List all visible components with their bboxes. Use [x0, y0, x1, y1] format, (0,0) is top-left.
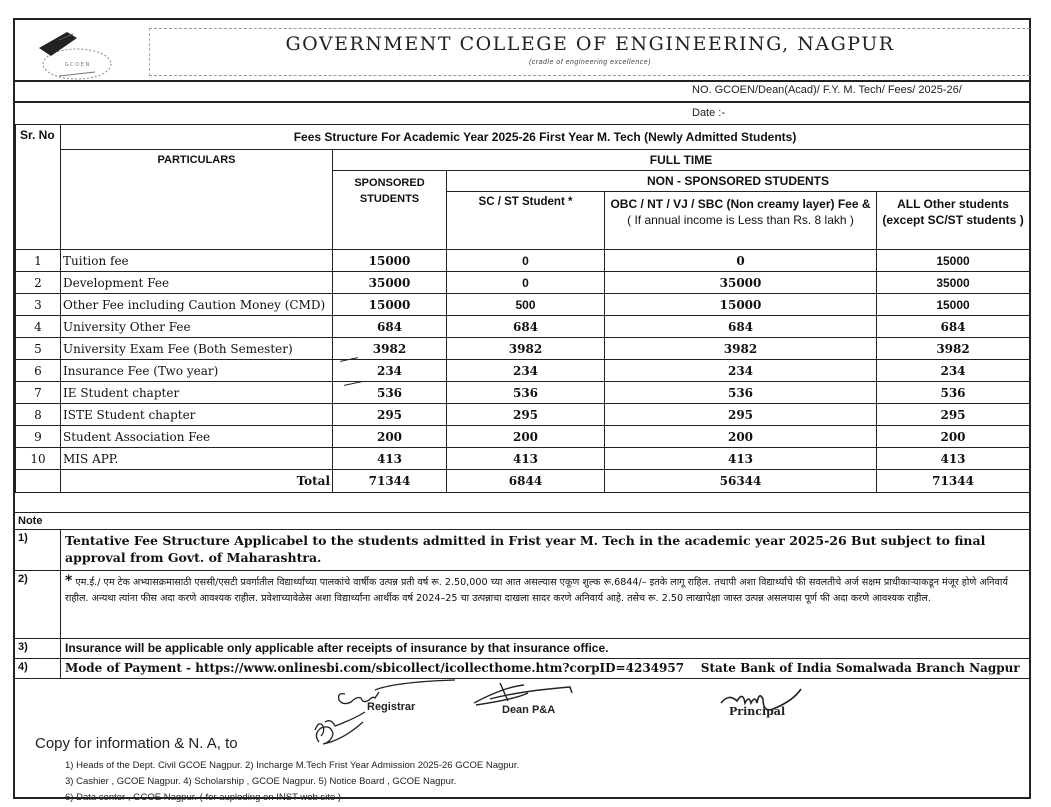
all-other-fee-cell: 35000 [877, 272, 1030, 294]
scst-fee-cell: 0 [447, 250, 605, 272]
obc-fee-cell: 0 [605, 250, 877, 272]
note-item [15, 571, 1029, 639]
note-text: Insurance will be applicable only applicable after receipts of insurance by that insurance office. [60, 639, 1029, 658]
fee-row [16, 360, 1030, 382]
sr-no-cell: 10 [16, 448, 61, 470]
total-obc: 56344 [605, 470, 877, 493]
fee-row [16, 338, 1030, 360]
fee-row [16, 250, 1030, 272]
fee-row [16, 448, 1030, 470]
sponsored-fee-cell: 234 [333, 360, 447, 382]
obc-header [605, 192, 877, 250]
total-sr-cell [16, 470, 61, 493]
payment-link[interactable]: https://www.onlinesbi.com/sbicollect/icollecthome.htm?corpID=4234957 [195, 661, 685, 675]
obc-fee-cell: 15000 [605, 294, 877, 316]
particulars-header: PARTICULARS [61, 150, 333, 250]
sr-no-cell: 2 [16, 272, 61, 294]
copy-to-line: 3) Cashier , GCOE Nagpur. 4) Scholarship , GCOE Nagpur. 5) Notice Board , GCOE Nagpur. [65, 776, 457, 787]
sponsored-fee-cell: 413 [333, 448, 447, 470]
sr-no-cell: 5 [16, 338, 61, 360]
note-text-marathi [60, 571, 1029, 638]
date-label: Date :- [692, 107, 726, 119]
scst-fee-cell: 413 [447, 448, 605, 470]
copy-to-line: 6) Data center , GCOE Nagpur. ( for auploding on INST web site ) [65, 792, 341, 803]
obc-fee-cell: 234 [605, 360, 877, 382]
obc-fee-cell: 413 [605, 448, 877, 470]
table-title: Fees Structure For Academic Year 2025-26 First Year M. Tech (Newly Admitted Students) [61, 125, 1030, 150]
particular-cell: University Other Fee [61, 316, 333, 338]
obc-fee-cell: 536 [605, 382, 877, 404]
dean-label: Dean P&A [502, 704, 556, 716]
sr-no-header: Sr. No [16, 125, 61, 250]
sponsored-fee-cell: 200 [333, 426, 447, 448]
scst-fee-cell: 0 [447, 272, 605, 294]
fee-row [16, 316, 1030, 338]
all-other-fee-cell: 413 [877, 448, 1030, 470]
college-logo-icon [29, 26, 119, 86]
scst-header: SC / ST Student * [447, 192, 605, 250]
all-other-fee-cell: 200 [877, 426, 1030, 448]
obc-header-line2: ( If annual income is Less than Rs. 8 lakh ) [627, 213, 854, 227]
obc-fee-cell: 3982 [605, 338, 877, 360]
sr-no-cell: 4 [16, 316, 61, 338]
divider [15, 101, 1029, 103]
all-other-fee-cell: 536 [877, 382, 1030, 404]
note-item [15, 530, 1029, 571]
scst-fee-cell: 684 [447, 316, 605, 338]
particular-cell: Student Association Fee [61, 426, 333, 448]
particular-cell: University Exam Fee (Both Semester) [61, 338, 333, 360]
total-all-other: 71344 [877, 470, 1030, 493]
all-other-header-line1: ALL Other students [897, 197, 1009, 211]
note-number: 1) [18, 532, 28, 544]
all-other-fee-cell: 295 [877, 404, 1030, 426]
non-sponsored-header: NON - SPONSORED STUDENTS [447, 171, 1030, 192]
obc-fee-cell: 200 [605, 426, 877, 448]
note-number: 2) [18, 573, 28, 585]
obc-fee-cell: 295 [605, 404, 877, 426]
total-scst: 6844 [447, 470, 605, 493]
sponsored-header [333, 171, 447, 250]
total-label: Total [61, 470, 333, 493]
all-other-fee-cell: 3982 [877, 338, 1030, 360]
note-number: 3) [18, 641, 28, 653]
scst-fee-cell: 295 [447, 404, 605, 426]
note-item [15, 639, 1029, 659]
all-other-fee-cell: 15000 [877, 250, 1030, 272]
scst-fee-cell: 3982 [447, 338, 605, 360]
note-marathi-body: एम.ई./ एम टेक अभ्यासक्रमासाठी एससी/एसटी प्रवर्गातील विद्यार्थ्यांच्या पालकांचे वार्षीक उत्पन्न प्रती वर्ष रू. 2.50,000 च्या आत असल्यास एकूण शुल्क रू.6844/– इतके लागू राहिल. तथापी अशा विद्यार्थ्यांचे फी सवलतीचे अर्ज सक्षम प्राधीकाऱ्याकडून मंजूर होणे अनिवार्य राहील. अन्यथा त्यांना फीस अदा करणे आवश्यक राहील. प्रवेशाच्यावेळेस अशा विद्यार्थ्यांना आर्थीक वर्ष 2024–25 चा उत्पन्नाचा दाखला सादर करणे अनिवार्य आहे. तसेच रू. 2.50 लाखापेक्षा जास्त उत्पन्न असलयास पूर्ण फी अदा करणे आवश्यक राहील. [65, 577, 1008, 604]
full-time-header: FULL TIME [333, 150, 1030, 171]
sr-no-cell: 3 [16, 294, 61, 316]
college-title-box [149, 28, 1030, 76]
obc-fee-cell: 35000 [605, 272, 877, 294]
all-other-fee-cell: 684 [877, 316, 1030, 338]
document-frame [13, 18, 1031, 803]
notes-heading: Note [15, 512, 1029, 530]
obc-fee-cell: 684 [605, 316, 877, 338]
particular-cell: ISTE Student chapter [61, 404, 333, 426]
divider [15, 80, 1029, 82]
asterisk: * [65, 573, 73, 589]
sponsored-header-line1: SPONSORED [354, 177, 425, 189]
sr-no-cell: 8 [16, 404, 61, 426]
sponsored-fee-cell: 536 [333, 382, 447, 404]
svg-text:G C O E N: G C O E N [64, 62, 90, 68]
total-sponsored: 71344 [333, 470, 447, 493]
fee-row [16, 382, 1030, 404]
sr-no-cell: 9 [16, 426, 61, 448]
college-tagline: (cradle of engineering excellence) [528, 59, 652, 66]
sponsored-fee-cell: 684 [333, 316, 447, 338]
all-other-fee-cell: 15000 [877, 294, 1030, 316]
sponsored-fee-cell: 15000 [333, 294, 447, 316]
scst-fee-cell: 200 [447, 426, 605, 448]
all-other-header [877, 192, 1030, 250]
sponsored-fee-cell: 3982 [333, 338, 447, 360]
note-text: Tentative Fee Structure Applicabel to the students admitted in Frist year M. Tech in the academic year 2025-26 But subject to final approval from Govt. of Maharashtra. [60, 530, 1029, 570]
payment-mode-label: Mode of Payment - [65, 661, 196, 675]
fee-row [16, 294, 1030, 316]
fee-row [16, 404, 1030, 426]
fees-table [15, 124, 1030, 493]
note-number: 4) [18, 661, 28, 673]
particular-cell: IE Student chapter [61, 382, 333, 404]
sponsored-fee-cell: 15000 [333, 250, 447, 272]
registrar-signature-icon [305, 672, 475, 757]
scst-fee-cell: 536 [447, 382, 605, 404]
scst-fee-cell: 500 [447, 294, 605, 316]
college-name: GOVERNMENT COLLEGE OF ENGINEERING, NAGPUR [285, 33, 895, 55]
scst-fee-cell: 234 [447, 360, 605, 382]
registrar-label: Registrar [367, 701, 416, 713]
particular-cell: Tuition fee [61, 250, 333, 272]
all-other-fee-cell: 234 [877, 360, 1030, 382]
sponsored-fee-cell: 295 [333, 404, 447, 426]
all-other-header-line2: (except SC/ST students ) [882, 213, 1024, 227]
fee-row [16, 272, 1030, 294]
fee-row [16, 426, 1030, 448]
obc-header-line1: OBC / NT / VJ / SBC (Non creamy layer) Fee & [610, 197, 871, 211]
notes-section [15, 512, 1029, 679]
sr-no-cell: 6 [16, 360, 61, 382]
total-row [16, 470, 1030, 493]
principal-label: Principal [729, 705, 786, 718]
sponsored-header-line2: STUDENTS [359, 193, 420, 205]
sponsored-fee-cell: 35000 [333, 272, 447, 294]
particular-cell: Other Fee including Caution Money (CMD) [61, 294, 333, 316]
particular-cell: Insurance Fee (Two year) [61, 360, 333, 382]
sr-no-cell: 7 [16, 382, 61, 404]
sr-no-cell: 1 [16, 250, 61, 272]
particular-cell: MIS APP. [61, 448, 333, 470]
copy-to-line: 1) Heads of the Dept. Civil GCOE Nagpur. 2) Incharge M.Tech Frist Year Admission 2025-26 GCOE Nagpur. [65, 760, 520, 771]
reference-number: NO. GCOEN/Dean(Acad)/ F.Y. M. Tech/ Fees/ 2025-26/ [692, 84, 962, 96]
particular-cell: Development Fee [61, 272, 333, 294]
bank-name: State Bank of India Somalwada Branch Nagpur [684, 661, 1020, 675]
copy-to-title: Copy for information & N. A, to [35, 735, 238, 752]
